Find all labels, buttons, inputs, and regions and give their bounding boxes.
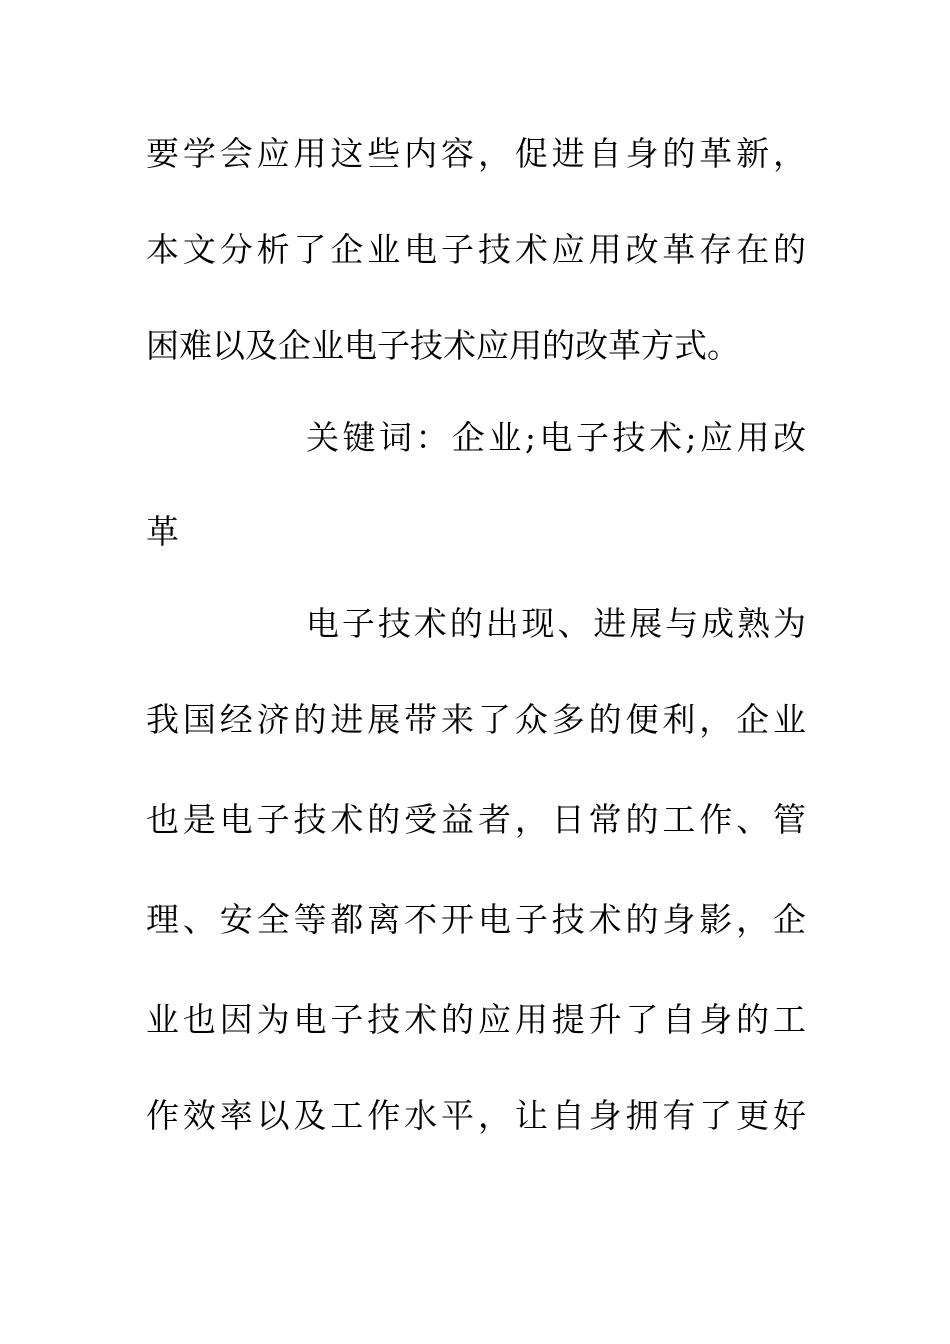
text-line-3: 困难以及企业电子技术应用的改革方式。: [146, 326, 740, 365]
text-line-2: 本文分析了企业电子技术应用改革存在的: [146, 230, 806, 269]
keywords-line: 关键词：企业;电子技术;应用改: [306, 418, 806, 457]
keywords-continuation: 革: [146, 512, 179, 551]
text-line-10: 业也因为电子技术的应用提升了自身的工: [146, 1000, 806, 1039]
text-line-1: 要学会应用这些内容，促进自身的革新，: [146, 134, 806, 173]
text-line-11: 作效率以及工作水平，让自身拥有了更好: [146, 1096, 806, 1135]
text-line-9: 理、安全等都离不开电子技术的身影，企: [146, 900, 806, 939]
text-line-8: 也是电子技术的受益者，日常的工作、管: [146, 800, 806, 839]
paragraph-first-line: 电子技术的出现、进展与成熟为: [306, 604, 806, 643]
text-line-7: 我国经济的进展带来了众多的便利，企业: [146, 700, 806, 739]
